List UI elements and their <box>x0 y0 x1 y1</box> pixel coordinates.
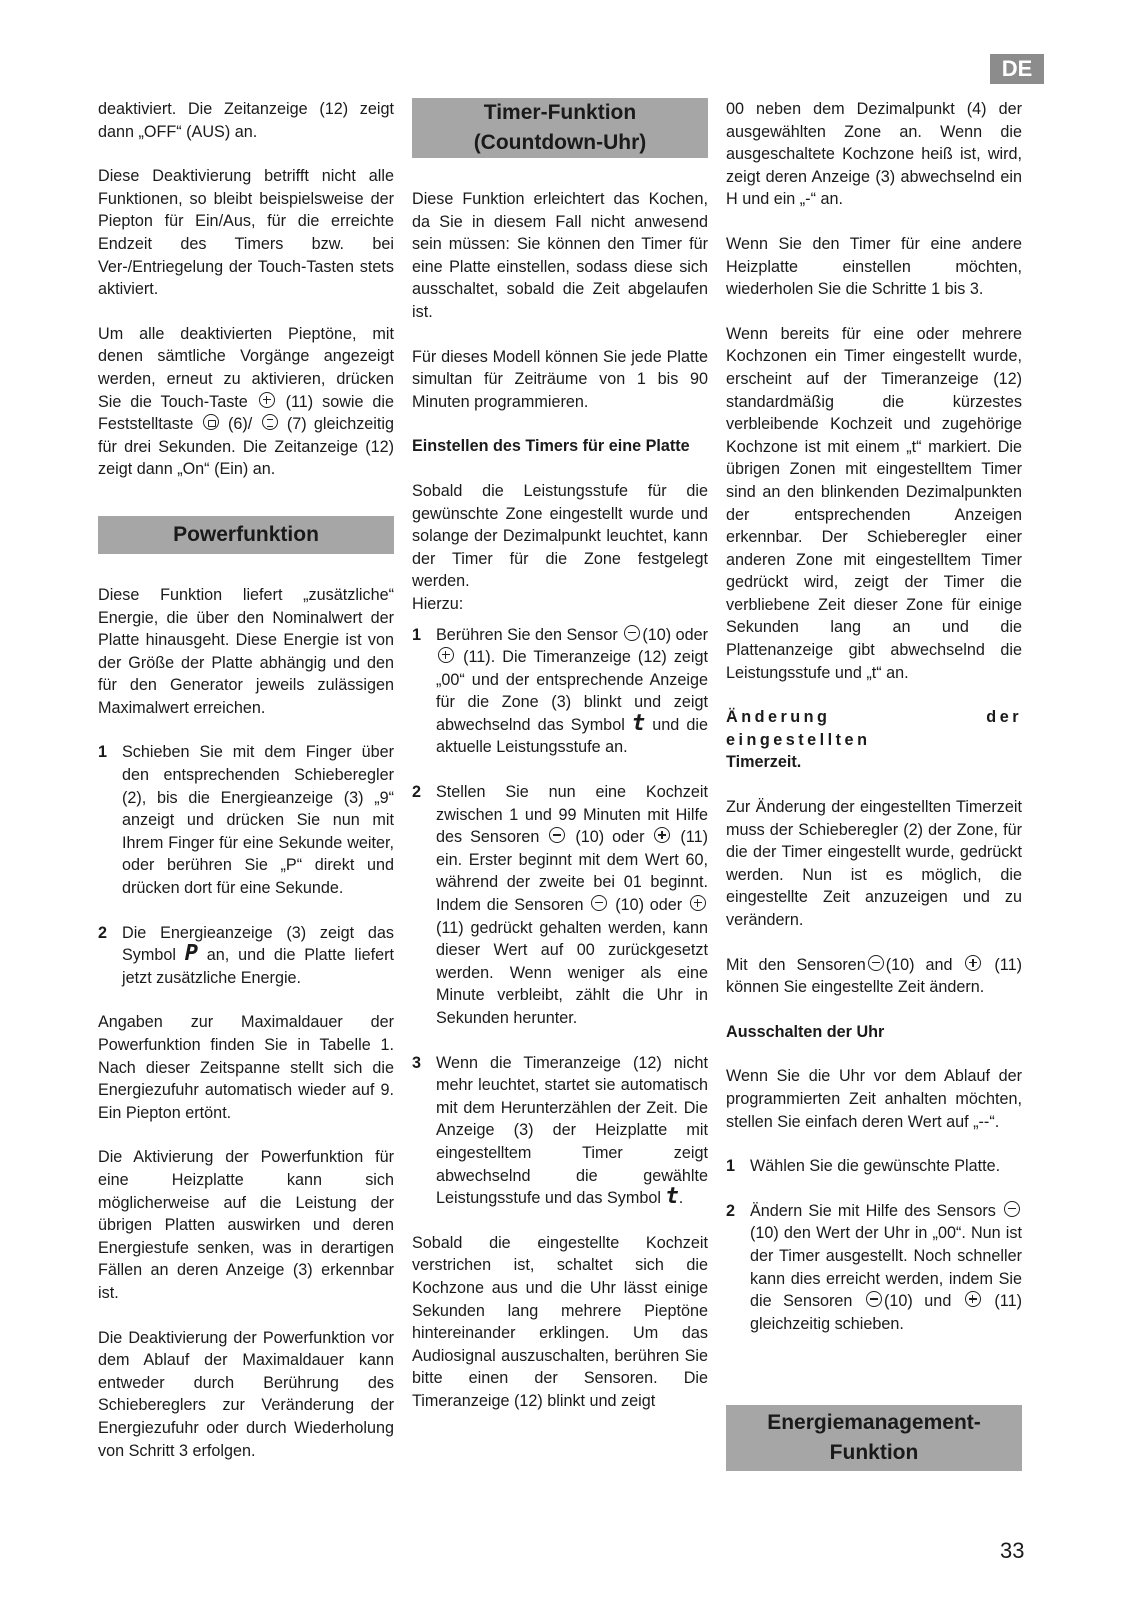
text: Ändern Sie mit Hilfe des Sensors <box>750 1201 996 1220</box>
text: Um alle deaktivierten Pieptöne, mit denen sämtliche Vorgänge angezeigt werden, erneut zu aktivieren, drücken Sie die Touch-Taste <box>98 324 394 411</box>
list-item <box>726 1155 1022 1178</box>
paragraph: Wenn bereits für eine oder mehrere Kochzonen ein Timer eingestellt wurde, erscheint auf der Timeranzeige (12) standardmäßig die kürzestes verbleibende Kochzeit und zugehörige Kochzone ist mit einem „t“ markiert. Die übrigen Zonen mit eingestelltem Timer sind an den blinkenden Dezimalpunkten der entsprechenden Anzeigen erkennbar. Der Schieberegler einer anderen Zone mit eingestelltem Timer gedrückt wird, zeigt der Timer die verbliebene Zeit dieser Zone für einige Sekunden lang an und die Plattenanzeige gibt abwechselnd die Leistungsstufe und „t“ an. <box>726 324 1022 682</box>
subheading: Ausschalten der Uhr <box>726 1022 885 1041</box>
text: Sobald die Leistungsstufe für die gewünschte Zone eingestellt wurde und solange der Dezimalpunkt leuchtet, kann der Timer für die Zone festgelegt werden. <box>412 481 708 591</box>
minus-circle-icon <box>1004 1201 1020 1217</box>
lock-circle-icon <box>203 414 219 430</box>
text: (11) können Sie eingestellte Zeit ändern. <box>726 955 1023 997</box>
list-text: Wählen Sie die gewünschte Platte. <box>750 1157 1001 1176</box>
power-symbol-icon: P <box>184 941 199 967</box>
text: (10) oder <box>615 896 683 915</box>
paragraph: Wenn Sie die Uhr vor dem Ablauf der programmierten Zeit anhalten möchten, stellen Sie einfach deren Wert auf „--“. <box>726 1067 1022 1131</box>
plus-circle-icon <box>654 827 670 843</box>
plus-circle-icon <box>438 647 454 663</box>
text: Die Energieanzeige (3) zeigt das Symbol <box>122 923 394 965</box>
paragraph: Zur Änderung der eingestellten Timerzeit muss der Schieberegler (2) der Zone, für die der Timer eingestellt wurde, gedrückt werden. Nun ist es möglich, die eingestellte Zeit anzuzeigen und zu verändern. <box>726 798 1022 929</box>
text: und die aktuelle Leistungsstufe an. <box>436 715 709 757</box>
language-badge: DE <box>990 54 1044 84</box>
column-2 <box>412 98 708 1435</box>
paragraph: 00 neben dem Dezimalpunkt (4) der ausgewählten Zone an. Wenn die ausgeschaltete Kochzone heiß ist, wird, zeigt deren Anzeige (3) abwechselnd ein H und ein „-“ an. <box>726 100 1022 209</box>
heading-text: Funktion <box>829 1441 919 1464</box>
minus-circle-icon <box>868 955 884 971</box>
section-heading-powerfunktion <box>98 516 394 554</box>
minus-circle-icon <box>624 625 640 641</box>
paragraph <box>412 480 708 616</box>
heading-text: (Countdown-Uhr) <box>473 131 647 154</box>
list-item <box>98 922 394 990</box>
text: Stellen Sie nun eine Kochzeit zwischen 1 und 99 Minuten mit Hilfe des Sensoren <box>436 783 708 847</box>
list-number: 3 <box>412 1053 422 1072</box>
plus-circle-icon <box>965 955 981 971</box>
paragraph: Die Deaktivierung der Powerfunktion vor dem Ablauf der Maximaldauer kann entweder durch Berührung des Schiebereglers zur Veränderung der Energiezufuhr oder durch Wiederholung von Schritt 3 erfolgen. <box>98 1328 394 1460</box>
list-item <box>98 741 394 899</box>
menu-circle-icon <box>262 414 278 430</box>
list-text <box>436 1052 708 1210</box>
text: Berühren Sie den Sensor <box>436 625 618 644</box>
text: (11) gedrückt gehalten werden, kann dieser Wert auf 00 zurückgesetzt werden. Wenn weniger als eine Minute verbleibt, zählt die Uhr in Sekunden herunter. <box>436 918 708 1027</box>
text: (10) und <box>883 1292 952 1311</box>
paragraph: Diese Funktion erleichtert das Kochen, da Sie in diesem Fall nicht anwesend sein müssen: Sie können den Timer für eine Platte einstellen, sodass diese sich ausschaltet, sobald die Zeit abgelaufen ist. <box>412 190 708 321</box>
text: (11) sowie die Feststelltaste <box>98 392 394 434</box>
paragraph: Sobald die eingestellte Kochzeit verstrichen ist, schaltet sich die Kochzone aus und die Uhr lässt einige Sekunden lang mehrere Pieptöne hintereinander erklingen. Um das Audiosignal auszuschalten, berühren Sie bitte einen der Sensoren. Die Timeranzeige (12) blinkt und zeigt <box>412 1233 708 1410</box>
section-heading-timer <box>412 98 708 158</box>
list-item <box>412 781 708 1030</box>
text: (7) gleichzeitig für drei Sekunden. Die Zeitanzeige (12) zeigt dann „On“ (Ein) an. <box>98 415 395 479</box>
list-text <box>122 922 394 990</box>
text: Hierzu: <box>412 594 464 613</box>
section-heading-energiemanagement <box>726 1405 1022 1471</box>
text: Mit den Sensoren <box>726 955 866 974</box>
column-3 <box>726 98 1022 1369</box>
text: (11). Die Timeranzeige (12) zeigt „00“ und der entsprechende Anzeige für die Zone (3) blinkt und zeigt abwechselnd das Symbol <box>436 648 709 734</box>
paragraph: deaktiviert. Die Zeitanzeige (12) zeigt dann „OFF“ (AUS) an. <box>98 100 394 141</box>
list-number: 1 <box>412 625 422 644</box>
list-text <box>750 1200 1022 1336</box>
list-text <box>436 624 708 760</box>
timer-symbol-icon: t <box>665 1184 679 1210</box>
page-number: 33 <box>1000 1538 1025 1563</box>
paragraph <box>726 954 1022 999</box>
timer-symbol-icon: t <box>631 710 646 736</box>
text: an, und die Platte liefert jetzt zusätzliche Energie. <box>122 946 394 987</box>
plus-circle-icon <box>259 392 275 408</box>
minus-circle-icon <box>549 827 565 843</box>
text: (10) oder <box>575 828 645 847</box>
list-text <box>436 781 708 1030</box>
paragraph: Diese Funktion liefert „zusätzliche“ Energie, die über den Nominalwert der Platte hinausgeht. Diese Energie ist von der Größe der Platte abhängig und den für den Generator jeweils zulässigen Maximalwert erreichen. <box>98 585 394 717</box>
text: . <box>678 1189 684 1208</box>
list-item <box>726 1200 1022 1336</box>
plus-circle-icon <box>965 1291 981 1307</box>
list-item <box>412 1052 708 1210</box>
text: (10) den Wert der Uhr in „00“. Nun ist der Timer ausgestellt. Noch schneller kann dies erreicht werden, indem Sie die Sensoren <box>750 1224 1022 1311</box>
minus-circle-icon <box>866 1291 882 1307</box>
text: (10) oder <box>642 625 709 644</box>
paragraph: Für dieses Modell können Sie jede Platte simultan für Zeiträume von 1 bis 90 Minuten programmieren. <box>412 347 708 411</box>
text: (10) and <box>885 955 953 974</box>
text: (11) gleichzeitig schieben. <box>750 1292 1023 1333</box>
paragraph <box>98 323 394 481</box>
subheading-text: Änderung der eingestellten <box>726 708 1022 749</box>
heading-text: Timer-Funktion <box>483 101 637 124</box>
subheading: Einstellen des Timers für eine Platte <box>412 437 690 456</box>
paragraph: Diese Deaktivierung betrifft nicht alle Funktionen, so bleibt beispielsweise der Piepton für Ein/Aus, für die erreichte Endzeit des Timers bzw. bei Ver-/Entriegelung der Touch-Tasten stets aktiviert. <box>98 167 394 299</box>
minus-circle-icon <box>591 895 607 911</box>
list-number: 1 <box>98 743 108 762</box>
list-text: Schieben Sie mit dem Finger über den entsprechenden Schieberegler (2), bis die Energieanzeige (3) „9“ anzeigt und drücken Sie nun mit Ihrem Finger für eine Sekunde weiter, oder berühren Sie „P“ direkt und drücken dort für eine Sekunde. <box>122 743 394 898</box>
list-number: 1 <box>726 1157 736 1176</box>
list-number: 2 <box>726 1201 736 1220</box>
list-number: 2 <box>98 923 108 942</box>
subheading <box>726 706 1022 774</box>
list-item <box>412 624 708 760</box>
text: (11) ein. Erster beginnt mit dem Wert 60, während der zweite bei 01 beginnt. Indem die Sensoren <box>436 828 708 915</box>
paragraph: Wenn Sie den Timer für eine andere Heizplatte einstellen möchten, wiederholen Sie die Schritte 1 bis 3. <box>726 234 1022 299</box>
column-1 <box>98 98 394 1484</box>
plus-circle-icon <box>690 895 706 911</box>
paragraph: Angaben zur Maximaldauer der Powerfunktion finden Sie in Tabelle 1. Nach dieser Zeitspanne stellt sich die Energiezufuhr automatisch wieder auf 9. Ein Piepton ertönt. <box>98 1013 394 1122</box>
heading-text: Powerfunktion <box>173 522 319 546</box>
text: (6)/ <box>227 415 253 434</box>
subheading-text: Timerzeit. <box>726 753 802 772</box>
paragraph: Die Aktivierung der Powerfunktion für eine Heizplatte kann sich möglicherweise auf die Leistung der übrigen Platten auswirken und deren Energiestufe senken, was in derartigen Fällen an deren Anzeige (3) erkennbar ist. <box>98 1148 394 1302</box>
list-number: 2 <box>412 783 422 802</box>
heading-text: Energiemanagement- <box>767 1411 981 1434</box>
text: Wenn die Timeranzeige (12) nicht mehr leuchtet, startet sie automatisch mit dem Herunterzählen der Zeit. Die Anzeige (3) der Heizplatte mit eingestelltem Timer zeigt abwechselnd die gewählte Leistungsstufe und das Symbol <box>436 1053 708 1208</box>
